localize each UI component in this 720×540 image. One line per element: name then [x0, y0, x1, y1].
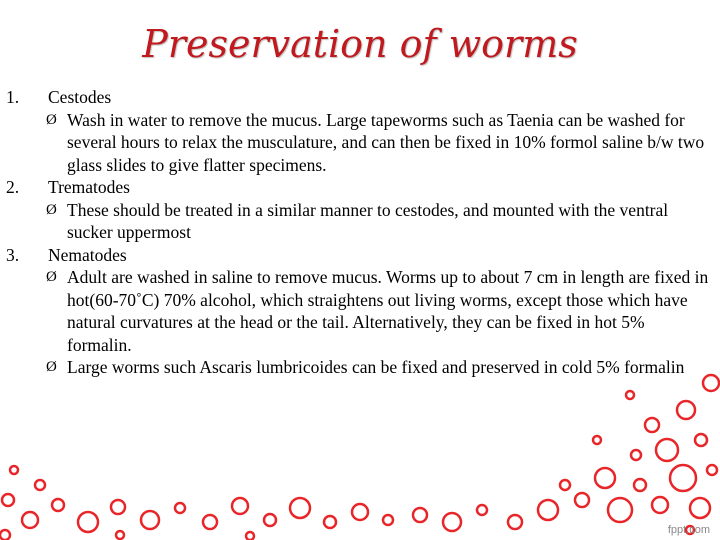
sub-bullet — [0, 266, 720, 356]
item-heading: Trematodes — [48, 177, 130, 197]
page-title: Preservation of worms — [142, 22, 578, 66]
bullet-text: These should be treated in a similar manner to cestodes, and mounted with the ventral sucker uppermost — [67, 199, 669, 242]
arrow-bullet-icon: Ø — [46, 111, 57, 128]
list-item-trematodes — [0, 176, 720, 199]
bullet-text: Adult are washed in saline to remove mucus. Worms up to about 7 cm in length are fixed in hot(60-70˚C) 70% alcohol, which straightens out living worms, except those which have natural curvatures at the head or the tail. Alternatively, they can be fixed in hot 5% formalin. — [67, 267, 709, 355]
bullet-text: Wash in water to remove the mucus. Large tapeworms such as Taenia can be washed for several hours to relax the musculature, and can then be fixed in 10% formol saline b/w two glass slides to give flatter specimens. — [67, 109, 705, 175]
arrow-bullet-icon: Ø — [46, 359, 57, 375]
item-heading: Nematodes — [48, 244, 127, 265]
content-list — [0, 86, 720, 379]
item-heading: Cestodes — [48, 87, 112, 107]
sub-bullet — [0, 356, 720, 379]
arrow-bullet-icon: Ø — [46, 269, 57, 285]
footer-logo: fppt.com — [667, 524, 710, 536]
item-number: 3. — [6, 244, 20, 265]
sub-bullet — [0, 109, 720, 177]
sub-bullet — [0, 199, 720, 244]
list-item-cestodes — [0, 86, 720, 109]
arrow-bullet-icon: Ø — [46, 201, 57, 218]
item-number: 2. — [6, 177, 20, 197]
list-item-nematodes — [0, 244, 720, 267]
item-number: 1. — [6, 87, 20, 107]
bullet-text: Large worms such Ascaris lumbricoides can be fixed and preserved in cold 5% formalin — [67, 357, 685, 377]
